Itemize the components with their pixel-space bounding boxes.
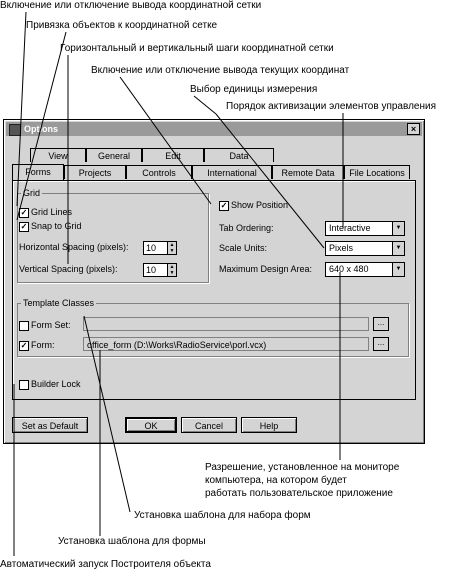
title-bar <box>6 122 422 136</box>
annotation-grid-lines: Включение или отключение вывода координатной сетки <box>0 0 262 11</box>
horizontal-spacing-value: 10 <box>146 243 157 253</box>
tab-remote-data[interactable]: Remote Data <box>272 165 344 179</box>
snap-to-grid-label: Snap to Grid <box>31 221 82 231</box>
ok-button[interactable]: OK <box>125 417 177 433</box>
dialog-title: Options <box>24 124 58 134</box>
tab-edit[interactable]: Edit <box>142 148 204 162</box>
vertical-spacing-value: 10 <box>146 265 157 275</box>
show-position-label: Show Position <box>231 200 289 210</box>
form-class-field[interactable]: office_form (D:\Works\RadioService\porl.vcx) <box>83 337 369 351</box>
scale-units-select[interactable] <box>325 241 405 256</box>
tab-international[interactable]: International <box>192 165 272 179</box>
annotation-form-set: Установка шаблона для набора форм <box>134 510 311 521</box>
spinner-arrows-icon[interactable]: ▲ ▼ <box>167 264 176 276</box>
annotation-design-area-2: компьютера, на котором будет <box>205 475 347 486</box>
form-set-browse-button[interactable]: ... <box>373 317 389 331</box>
cancel-button[interactable]: Cancel <box>181 417 237 433</box>
form-checkbox[interactable]: ✓ <box>20 341 28 350</box>
form-set-class-field[interactable] <box>83 317 369 331</box>
help-button[interactable]: Help <box>241 417 297 433</box>
grid-lines-label: Grid Lines <box>31 207 73 217</box>
app-icon <box>9 124 21 136</box>
annotation-design-area-3: работать пользовательское приложение <box>205 488 393 499</box>
chevron-down-icon[interactable]: ▼ <box>392 222 404 235</box>
annotation-show-position: Включение или отключение вывода текущих координат <box>91 65 350 76</box>
annotation-tab-ordering: Порядок активизации элементов управления <box>226 101 436 112</box>
horizontal-spacing-label: Horizontal Spacing (pixels): <box>19 242 129 252</box>
tab-data[interactable]: Data <box>204 148 274 162</box>
annotation-snap: Привязка объектов к координатной сетке <box>26 20 218 31</box>
show-position-checkbox[interactable]: ✓ <box>220 201 228 210</box>
tab-controls[interactable]: Controls <box>126 165 192 179</box>
form-set-label: Form Set: <box>31 320 71 330</box>
chevron-down-icon[interactable]: ▼ <box>392 242 404 255</box>
tab-general[interactable]: General <box>86 148 142 162</box>
tab-forms[interactable]: Forms <box>12 164 64 180</box>
tab-projects[interactable]: Projects <box>64 165 126 179</box>
builder-lock-checkbox[interactable] <box>19 380 29 390</box>
grid-group-label: Grid <box>23 188 41 198</box>
tab-ordering-label: Tab Ordering: <box>219 223 274 233</box>
template-classes-label: Template Classes <box>23 298 95 308</box>
tab-ordering-value: Interactive <box>329 223 371 233</box>
annotation-form: Установка шаблона для формы <box>58 536 206 547</box>
builder-lock-label: Builder Lock <box>31 379 81 389</box>
annotation-design-area-1: Разрешение, установленное на мониторе <box>205 462 400 473</box>
options-dialog <box>3 119 425 444</box>
scale-units-label: Scale Units: <box>219 243 268 253</box>
vertical-spacing-spinner[interactable] <box>143 263 177 277</box>
tab-file-locations[interactable]: File Locations <box>344 165 410 179</box>
leader-scale-units-a <box>194 96 216 114</box>
max-design-area-value: 640 x 480 <box>329 264 369 274</box>
annotation-spacing: Горизонтальный и вертикальный шаги координатной сетки <box>60 43 334 54</box>
snap-to-grid-checkbox[interactable]: ✓ <box>20 222 28 231</box>
vertical-spacing-label: Vertical Spacing (pixels): <box>19 264 118 274</box>
max-design-area-label: Maximum Design Area: <box>219 264 313 274</box>
set-as-default-button[interactable]: Set as Default <box>12 417 88 433</box>
forms-tab-panel <box>12 180 416 400</box>
horizontal-spacing-spinner[interactable] <box>143 241 177 255</box>
close-icon[interactable]: × <box>407 123 420 135</box>
grid-lines-checkbox[interactable]: ✓ <box>20 208 28 217</box>
form-label: Form: <box>31 340 55 350</box>
spinner-arrows-icon[interactable]: ▲ ▼ <box>167 242 176 254</box>
annotation-builder-lock: Автоматический запуск Построителя объекта <box>0 559 211 570</box>
max-design-area-select[interactable] <box>325 262 405 277</box>
form-set-checkbox[interactable] <box>19 321 29 331</box>
tab-ordering-select[interactable] <box>325 221 405 236</box>
chevron-down-icon[interactable]: ▼ <box>392 263 404 276</box>
tab-view[interactable]: View <box>30 148 86 162</box>
scale-units-value: Pixels <box>329 243 354 253</box>
annotation-scale-units: Выбор единицы измерения <box>190 84 318 95</box>
form-browse-button[interactable]: ... <box>373 337 389 351</box>
